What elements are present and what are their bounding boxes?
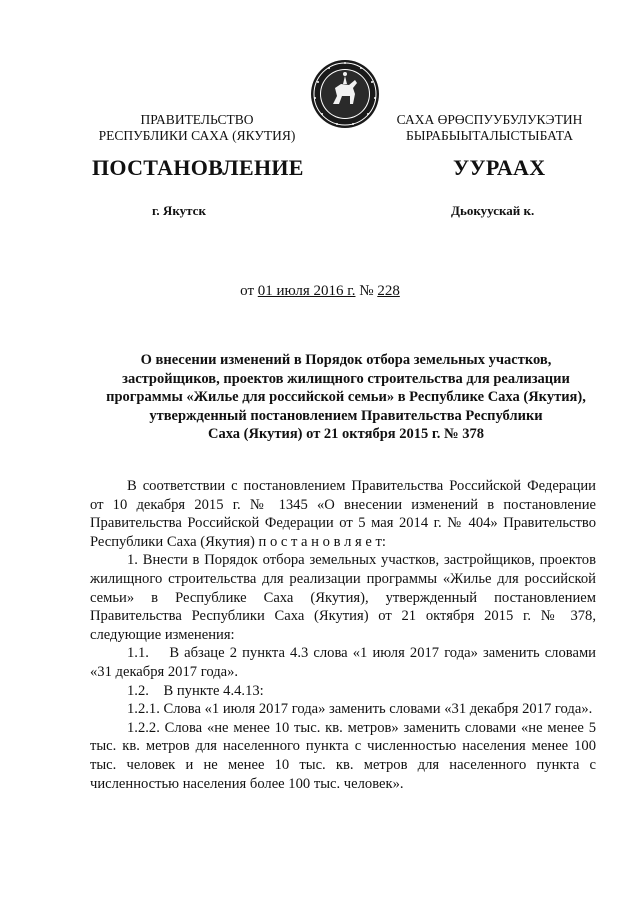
date-prefix: от bbox=[240, 283, 255, 299]
coat-of-arms-emblem bbox=[309, 58, 381, 130]
issuer-name-russian bbox=[82, 112, 312, 144]
preamble-paragraph: В соответствии с постановлением Правительства Российской Федерации от 10 декабря 2015 г. № 1345 «О внесении изменений в постановление Правительства Российской Федерации от 5 мая 2014 г. № 404» Правительство Республики Саха (Якутия) п о с т а н о в л я е т: bbox=[90, 478, 596, 550]
document-body bbox=[90, 477, 600, 793]
doc-type-yakut: УУРААХ bbox=[453, 155, 546, 180]
doc-type-russian: ПОСТАНОВЛЕНИЕ bbox=[92, 155, 304, 180]
clause-1-2-2: 1.2.2. Слова «не менее 10 тыс. кв. метров» заменить словами «не менее 5 тыс. кв. метров для населенного пункта с численностью населения менее 100 тыс. человек и не менее 10 тыс. кв. метров для населенного пункта с численностью населения более 100 тыс. человек». bbox=[90, 719, 596, 792]
issuer-line-2: РЕСПУБЛИКИ САХА (ЯКУТИЯ) bbox=[98, 128, 296, 143]
title-line: О внесении изменений в Порядок отбора земельных участков, bbox=[140, 352, 552, 368]
city-yakut: Дьокуускай к. bbox=[451, 203, 535, 218]
document-number: 228 bbox=[377, 283, 400, 299]
title-line: застройщиков, проектов жилищного строительства для реализации bbox=[122, 370, 570, 387]
city-russian: г. Якутск bbox=[152, 203, 206, 218]
title-line: программы «Жилье для российской семьи» в Республике Саха (Якутия), bbox=[106, 389, 586, 405]
issuer-name-yakut bbox=[392, 112, 587, 144]
document-dateline bbox=[0, 283, 640, 300]
issuer-line-2-yakut: БЫРАБЫЫТАЛЫСТЫБАТА bbox=[405, 128, 574, 143]
clause-1-2: 1.2. В пункте 4.4.13: bbox=[127, 682, 264, 699]
clause-1: 1. Внести в Порядок отбора земельных участков, застройщиков, проектов жилищного строительства для реализации программы «Жилье для российской семьи» в Республике Саха (Якутия), утвержденный постановлением Правительства Республики Саха (Якутия) от 21 октября 2015 г. № 378, следующие изменения: bbox=[90, 552, 596, 643]
clause-1-2-1: 1.2.1. Слова «1 июля 2017 года» заменить словами «31 декабря 2017 года». bbox=[127, 701, 593, 718]
emblem-icon bbox=[309, 58, 381, 130]
clause-1-1: 1.1. В абзаце 2 пункта 4.3 слова «1 июля 2017 года» заменить словами «31 декабря 2017 года». bbox=[90, 645, 600, 680]
title-line: утвержденный постановлением Правительства Республики bbox=[149, 407, 543, 424]
document-title bbox=[96, 351, 596, 444]
title-line: Саха (Якутия) от 21 октября 2015 г. № 378 bbox=[208, 426, 484, 442]
number-sign: № bbox=[359, 283, 374, 299]
document-date: 01 июля 2016 г. bbox=[257, 283, 356, 299]
issuer-line-1: ПРАВИТЕЛЬСТВО bbox=[140, 112, 254, 127]
issuer-line-1-yakut: САХА ӨРӨСПУУБУЛУКЭТИН bbox=[396, 112, 583, 127]
